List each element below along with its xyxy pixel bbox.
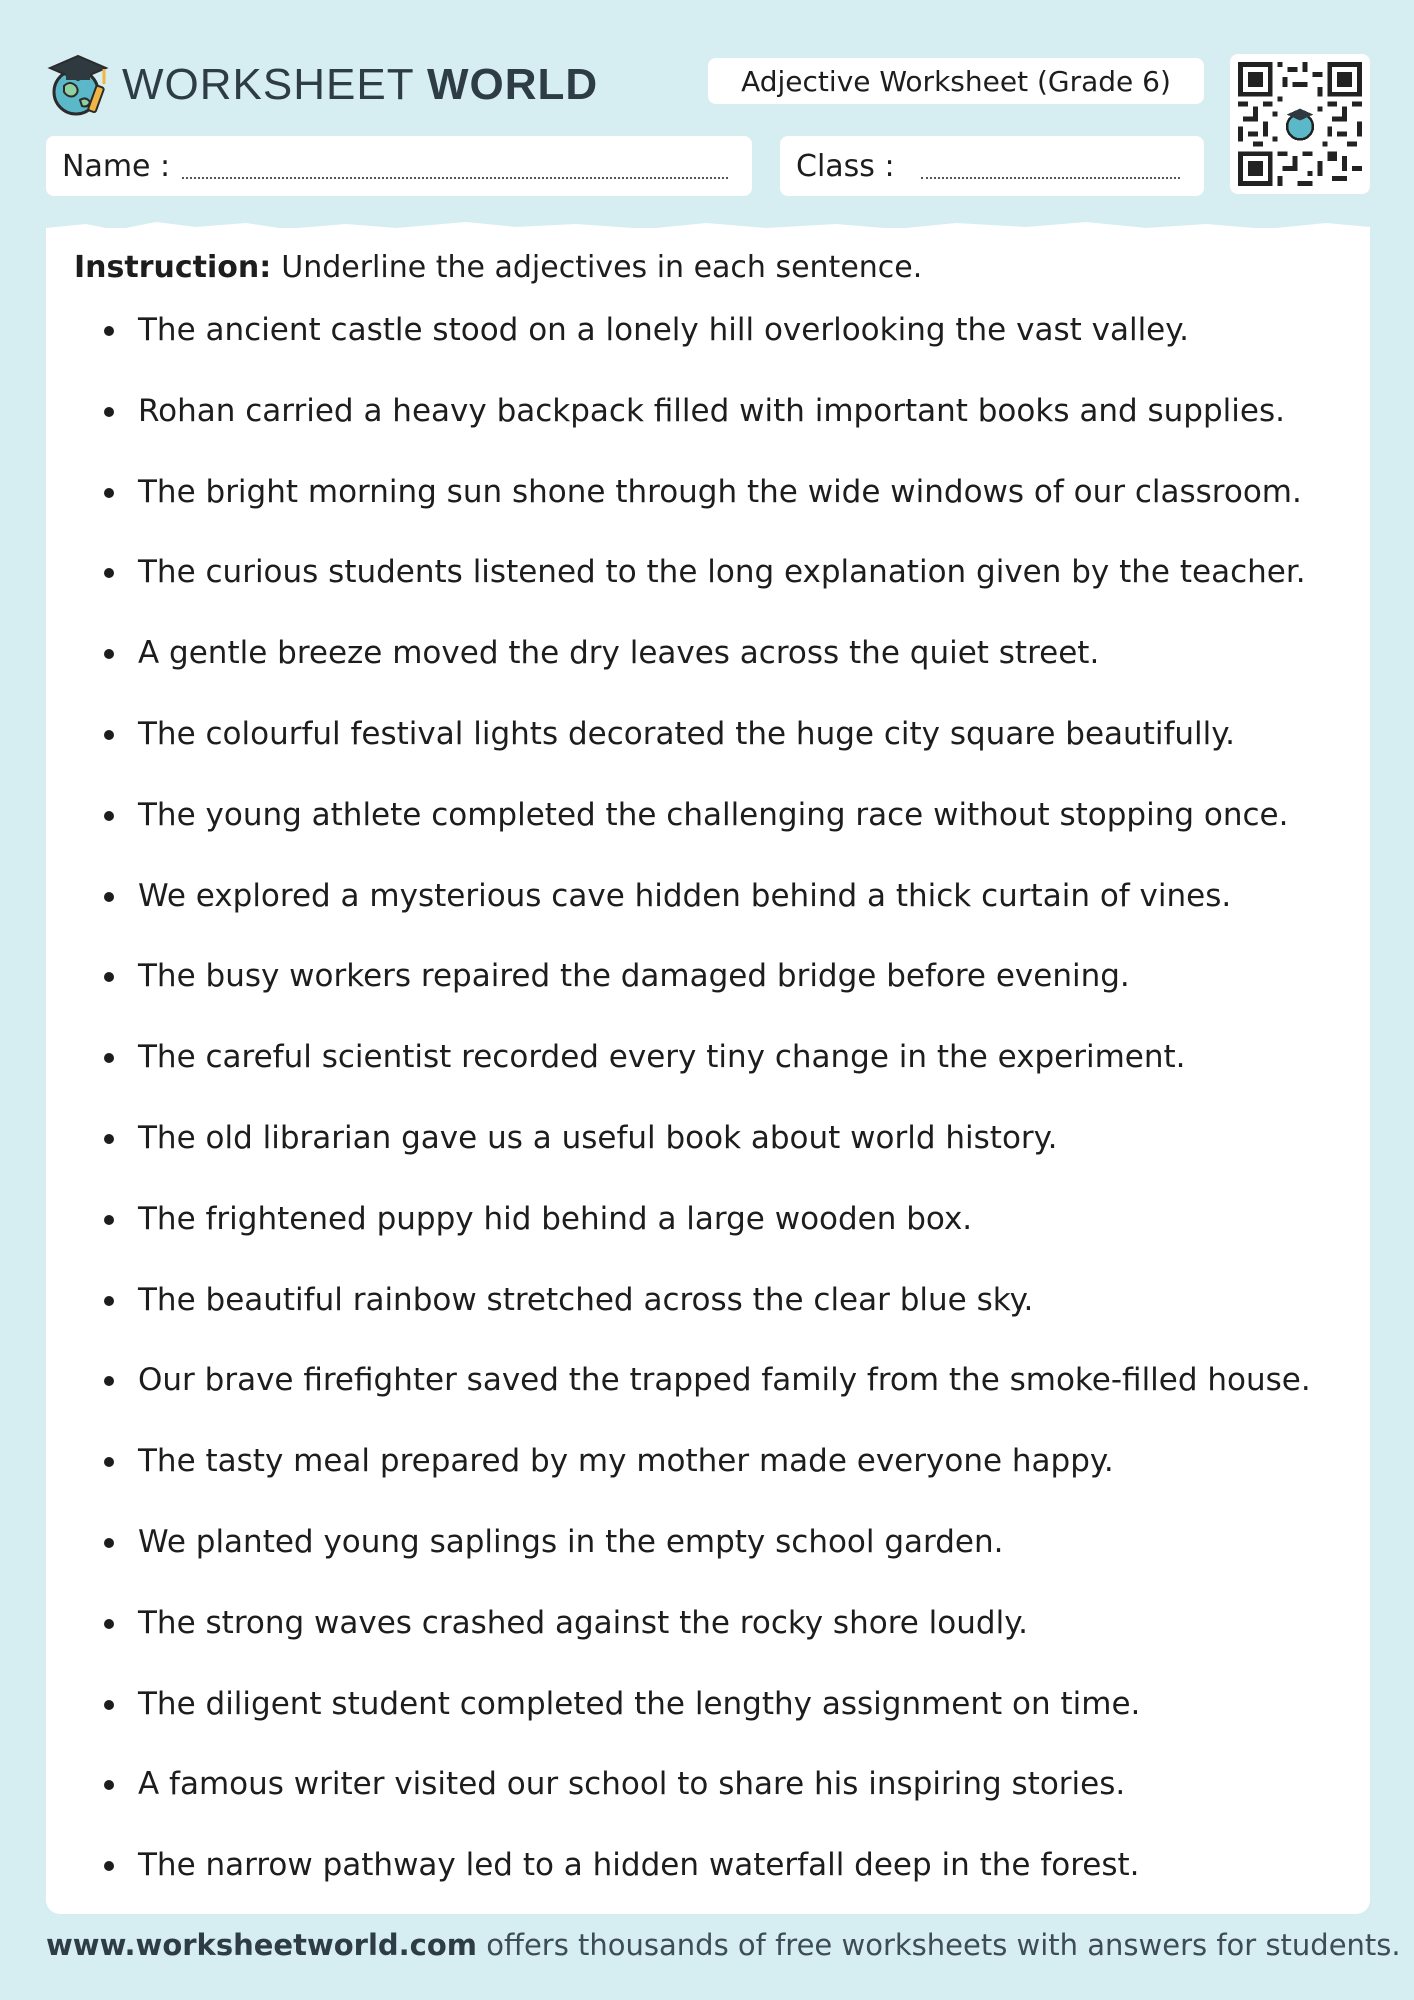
sentence-text: The colourful festival lights decorated the huge city square beautifully.: [138, 715, 1236, 752]
bullet-icon: [104, 488, 114, 498]
list-item: [104, 1118, 1354, 1199]
list-item: [104, 391, 1354, 472]
sentence-text: The curious students listened to the long explanation given by the teacher.: [138, 554, 1306, 591]
worksheet-title: Adjective Worksheet (Grade 6): [708, 58, 1204, 104]
sentence-text: The careful scientist recorded every tiny change in the experiment.: [138, 1039, 1186, 1076]
list-item: [104, 1522, 1354, 1603]
class-label: Class :: [796, 148, 895, 184]
list-item: [104, 1845, 1354, 1926]
name-input-line[interactable]: [182, 153, 728, 179]
sentence-text: We explored a mysterious cave hidden behind a thick curtain of vines.: [138, 877, 1232, 914]
instruction-label: Instruction:: [74, 250, 272, 285]
bullet-icon: [104, 811, 114, 821]
list-item: [104, 714, 1354, 795]
bullet-icon: [104, 730, 114, 740]
sentence-text: The diligent student completed the lengthy assignment on time.: [138, 1685, 1141, 1722]
worksheet-paper: [46, 228, 1370, 1914]
list-item: [104, 1199, 1354, 1280]
bullet-icon: [104, 1861, 114, 1871]
sentence-list: [104, 310, 1354, 1926]
list-item: [104, 1037, 1354, 1118]
bullet-icon: [104, 972, 114, 982]
name-label: Name :: [62, 148, 171, 184]
list-item: [104, 633, 1354, 714]
bullet-icon: [104, 1700, 114, 1710]
bullet-icon: [104, 1376, 114, 1386]
list-item: [104, 1441, 1354, 1522]
list-item: [104, 1360, 1354, 1441]
sentence-text: The beautiful rainbow stretched across the clear blue sky.: [138, 1281, 1034, 1318]
instruction: [74, 250, 922, 285]
sentence-text: The strong waves crashed against the rocky shore loudly.: [138, 1604, 1028, 1641]
list-item: [104, 1764, 1354, 1845]
bullet-icon: [104, 1134, 114, 1144]
list-item: [104, 795, 1354, 876]
brand-name: WORKSHEET WORLD: [122, 60, 599, 109]
sentence-text: The tasty meal prepared by my mother made everyone happy.: [138, 1443, 1114, 1480]
sentence-text: We planted young saplings in the empty school garden.: [138, 1523, 1004, 1560]
bullet-icon: [104, 892, 114, 902]
bullet-icon: [104, 1780, 114, 1790]
graduation-cap-globe-icon: [46, 50, 112, 120]
bullet-icon: [104, 326, 114, 336]
list-item: [104, 472, 1354, 553]
bullet-icon: [104, 649, 114, 659]
name-field[interactable]: [46, 136, 752, 196]
sentence-text: The narrow pathway led to a hidden waterfall deep in the forest.: [138, 1847, 1140, 1884]
list-item: [104, 1280, 1354, 1361]
sentence-text: A gentle breeze moved the dry leaves across the quiet street.: [138, 635, 1100, 672]
class-field[interactable]: [780, 136, 1204, 196]
qr-code: [1230, 54, 1370, 194]
bullet-icon: [104, 1215, 114, 1225]
sentence-text: The frightened puppy hid behind a large wooden box.: [138, 1200, 973, 1237]
bullet-icon: [104, 1619, 114, 1629]
bullet-icon: [104, 1296, 114, 1306]
footer-text: offers thousands of free worksheets with answers for students.: [477, 1928, 1401, 1962]
sentence-text: The young athlete completed the challenging race without stopping once.: [138, 796, 1289, 833]
bullet-icon: [104, 1457, 114, 1467]
list-item: [104, 1603, 1354, 1684]
qr-code-icon: [1238, 62, 1362, 186]
torn-paper-edge: [46, 214, 1370, 242]
list-item: [104, 956, 1354, 1037]
footer-link[interactable]: www.worksheetworld.com: [46, 1928, 478, 1962]
bullet-icon: [104, 1538, 114, 1548]
sentence-text: The old librarian gave us a useful book about world history.: [138, 1119, 1058, 1156]
brand-logo: [46, 46, 598, 124]
sentence-text: Our brave firefighter saved the trapped family from the smoke-filled house.: [138, 1362, 1311, 1399]
list-item: [104, 310, 1354, 391]
sentence-text: Rohan carried a heavy backpack filled with important books and supplies.: [138, 392, 1285, 429]
bullet-icon: [104, 568, 114, 578]
bullet-icon: [104, 1053, 114, 1063]
instruction-text: Underline the adjectives in each sentence.: [281, 250, 923, 285]
sentence-text: The busy workers repaired the damaged bridge before evening.: [138, 958, 1130, 995]
list-item: [104, 1684, 1354, 1765]
sentence-text: The ancient castle stood on a lonely hill overlooking the vast valley.: [138, 312, 1190, 348]
sentence-text: The bright morning sun shone through the wide windows of our classroom.: [138, 473, 1302, 510]
list-item: [104, 552, 1354, 633]
footer: [46, 1928, 1401, 1962]
class-input-line[interactable]: [921, 153, 1180, 179]
list-item: [104, 876, 1354, 957]
bullet-icon: [104, 407, 114, 417]
sentence-text: A famous writer visited our school to share his inspiring stories.: [138, 1766, 1126, 1803]
